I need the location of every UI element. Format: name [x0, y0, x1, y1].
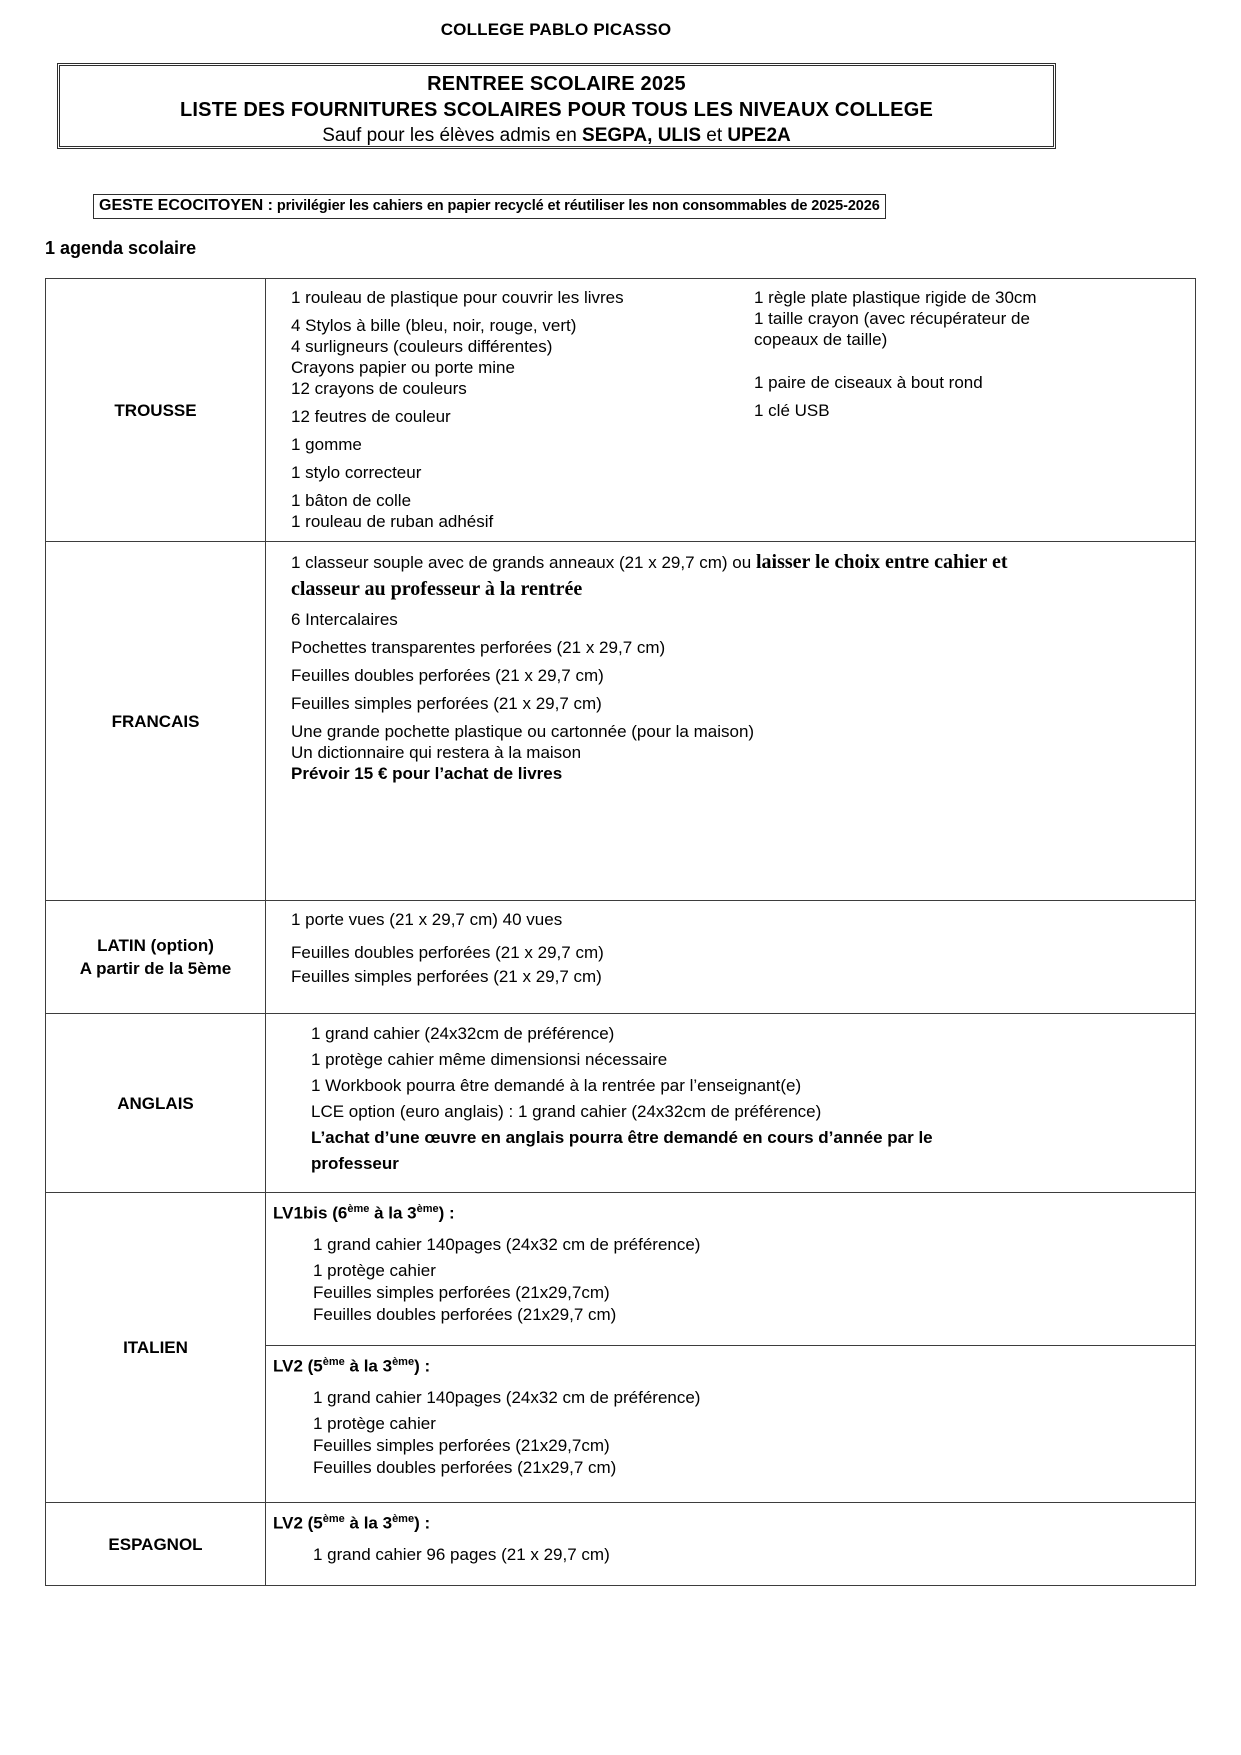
eco-banner-label: GESTE ECOCITOYEN :	[99, 197, 273, 214]
list-item: Pochettes transparentes perforées (21 x 29,7 cm)	[291, 638, 666, 657]
francais-line1-bold: laisser le choix entre cahier et classeur au professeur à la rentrée	[291, 551, 1008, 600]
lv-header-part: LV2 (5	[273, 1356, 323, 1376]
latin-content	[266, 901, 1195, 1013]
subtitle-bold-2: UPE2A	[727, 125, 791, 146]
lv-header-part: à la 3	[369, 1203, 417, 1223]
list-item: Feuilles doubles perforées (21x29,7 cm)	[313, 1457, 617, 1477]
anglais-content	[266, 1014, 1195, 1192]
lv-header-part: à la 3	[344, 1356, 393, 1376]
lv-header-sup: ème	[322, 1513, 345, 1525]
list-item: 4 Stylos à bille (bleu, noir, rouge, vert)	[291, 316, 577, 335]
lv-header-part: LV2 (5	[273, 1513, 323, 1533]
lv-header-sup: ème	[392, 1513, 415, 1525]
row-label-italien: ITALIEN	[46, 1193, 266, 1502]
lv2-items	[273, 1387, 1195, 1479]
lv-header-part: ) :	[414, 1356, 431, 1376]
latin-label-line1: LATIN (option)	[97, 936, 214, 955]
trousse-content	[266, 279, 1195, 541]
lv-header-sup: ème	[322, 1356, 345, 1368]
espagnol-content	[266, 1503, 1195, 1585]
latin-label-line2: A partir de la 5ème	[79, 959, 232, 978]
eco-banner-text: privilégier les cahiers en papier recyclé et réutiliser les non consommables de 2025-2026	[272, 198, 880, 214]
lv1bis-items	[273, 1234, 1195, 1326]
list-item: 1 clé USB	[754, 401, 830, 420]
eco-banner	[93, 194, 886, 219]
list-item: Feuilles simples perforées (21x29,7cm)	[313, 1435, 610, 1455]
list-item: 1 taille crayon (avec récupérateur de copeaux de taille)	[754, 309, 1030, 349]
espagnol-lv2-header	[273, 1508, 1195, 1535]
list-item: 4 surligneurs (couleurs différentes)	[291, 337, 553, 356]
list-item: Feuilles doubles perforées (21 x 29,7 cm)	[291, 666, 604, 685]
list-item: Feuilles simples perforées (21 x 29,7 cm)	[291, 694, 602, 713]
list-item: 1 porte vues (21 x 29,7 cm) 40 vues	[291, 910, 563, 929]
list-item: 1 rouleau de ruban adhésif	[291, 512, 494, 531]
row-label-espagnol: ESPAGNOL	[46, 1503, 266, 1585]
supplies-table	[45, 278, 1196, 1586]
list-item	[291, 549, 1026, 603]
lv-header-sup: ème	[392, 1356, 415, 1368]
row-label-trousse: TROUSSE	[46, 279, 266, 541]
list-item: 1 protège cahier	[313, 1413, 436, 1433]
list-item: 1 paire de ciseaux à bout rond	[754, 373, 983, 392]
title-box	[57, 63, 1056, 149]
list-item: 1 stylo correcteur	[291, 463, 422, 482]
list-item: 1 rouleau de plastique pour couvrir les livres	[291, 288, 624, 307]
subtitle-bold-1: SEGPA, ULIS	[582, 125, 701, 146]
list-item: 6 Intercalaires	[291, 610, 398, 629]
list-item: Une grande pochette plastique ou cartonnée (pour la maison)	[291, 722, 755, 741]
list-item: Crayons papier ou porte mine	[291, 358, 515, 377]
row-label-latin	[46, 901, 266, 1013]
lv-header-part: ) :	[438, 1203, 455, 1223]
italien-content	[266, 1193, 1195, 1502]
list-item: LCE option (euro anglais) : 1 grand cahier (24x32cm de préférence)	[311, 1102, 822, 1121]
table-row-espagnol	[46, 1502, 1195, 1585]
list-item: Feuilles doubles perforées (21x29,7 cm)	[313, 1304, 617, 1324]
espagnol-items	[273, 1544, 1195, 1566]
list-item-bold: L’achat d’une œuvre en anglais pourra être demandé en cours d’année par le professeur	[311, 1128, 933, 1173]
list-item: Feuilles doubles perforées (21 x 29,7 cm)	[291, 943, 604, 962]
list-item-bold: Prévoir 15 € pour l’achat de livres	[291, 764, 563, 783]
list-item: Feuilles simples perforées (21x29,7cm)	[313, 1282, 610, 1302]
trousse-right-list	[732, 287, 1195, 541]
agenda-note: 1 agenda scolaire	[45, 238, 197, 258]
list-item: 1 grand cahier 140pages (24x32 cm de préférence)	[313, 1234, 701, 1254]
title-line-1: RENTREE SCOLAIRE 2025	[427, 73, 686, 95]
italien-lv1bis-section	[266, 1193, 1195, 1345]
list-item: 1 gomme	[291, 435, 362, 454]
list-item: 1 grand cahier 140pages (24x32 cm de préférence)	[313, 1387, 701, 1407]
italien-lv2-section	[266, 1345, 1195, 1502]
row-label-anglais: ANGLAIS	[46, 1014, 266, 1192]
table-row-francais	[46, 541, 1195, 900]
school-name: COLLEGE PABLO PICASSO	[440, 20, 672, 39]
list-item: Feuilles simples perforées (21 x 29,7 cm)	[291, 967, 602, 986]
francais-content	[266, 542, 1195, 900]
list-item: 1 règle plate plastique rigide de 30cm	[754, 288, 1037, 307]
list-item: 1 grand cahier (24x32cm de préférence)	[311, 1024, 615, 1043]
table-row-latin	[46, 900, 1195, 1013]
lv1bis-header	[273, 1198, 1195, 1225]
subtitle-part-2: et	[701, 125, 728, 146]
list-item: 1 grand cahier 96 pages (21 x 29,7 cm)	[313, 1544, 610, 1564]
trousse-left-list	[266, 287, 732, 541]
row-label-francais: FRANCAIS	[46, 542, 266, 900]
lv-header-sup: ème	[416, 1203, 439, 1215]
list-item: 1 bâton de colle	[291, 491, 412, 510]
francais-line1-normal: 1 classeur souple avec de grands anneaux (21 x 29,7 cm) ou	[291, 553, 756, 572]
table-row-italien	[46, 1192, 1195, 1502]
list-item: 1 protège cahier	[313, 1260, 436, 1280]
lv-header-part: ) :	[414, 1513, 431, 1533]
list-item: 1 Workbook pourra être demandé à la rentrée par l’enseignant(e)	[311, 1076, 802, 1095]
list-item: 12 feutres de couleur	[291, 407, 451, 426]
lv-header-sup: ème	[347, 1203, 370, 1215]
list-item: 1 protège cahier même dimensionsi nécessaire	[311, 1050, 668, 1069]
lv2-header	[273, 1351, 1195, 1378]
lv-header-part: LV1bis (6	[273, 1203, 348, 1223]
table-row-anglais	[46, 1013, 1195, 1192]
title-line-2: LISTE DES FOURNITURES SCOLAIRES POUR TOUS LES NIVEAUX COLLEGE	[179, 99, 934, 121]
list-item: Un dictionnaire qui restera à la maison	[291, 743, 582, 762]
subtitle-part-1: Sauf pour les élèves admis en	[322, 125, 583, 146]
title-subtitle	[60, 123, 1053, 148]
lv-header-part: à la 3	[344, 1513, 393, 1533]
table-row-trousse	[46, 279, 1195, 541]
list-item: 12 crayons de couleurs	[291, 379, 467, 398]
